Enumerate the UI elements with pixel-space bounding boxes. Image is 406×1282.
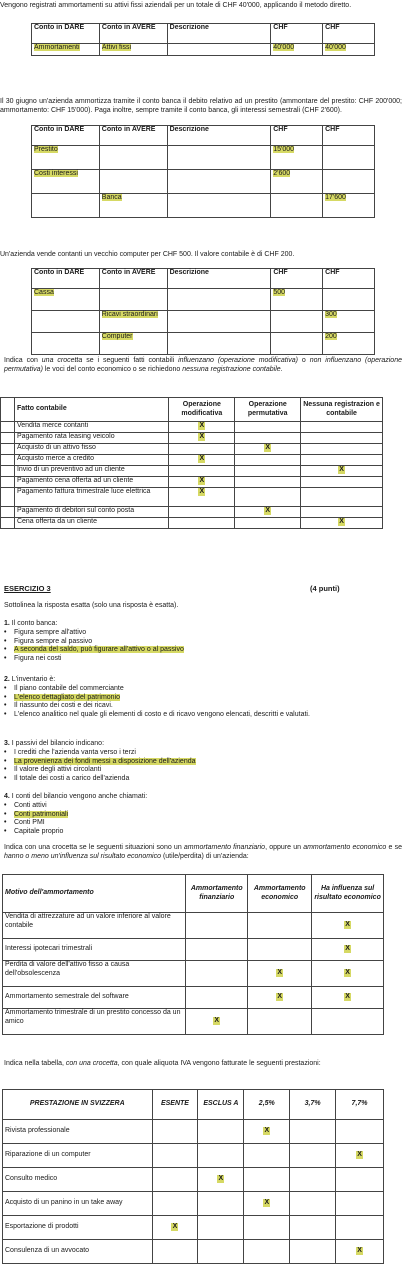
cell bbox=[32, 311, 100, 333]
fact-label: Pagamento rata leasing veicolo bbox=[14, 433, 168, 444]
fact-label: Invio di un preventivo ad un cliente bbox=[14, 466, 168, 477]
intro-4-g: le voci del conto economico o se richiedono bbox=[42, 365, 183, 373]
intro-4-c: se i seguenti fatti contabili bbox=[82, 357, 179, 364]
cell bbox=[152, 1168, 198, 1192]
cell bbox=[169, 488, 235, 507]
q3-option-text: La provenienza dei fondi messi a disposizione dell'azienda bbox=[14, 757, 196, 765]
cell bbox=[1, 466, 15, 477]
cell bbox=[99, 170, 167, 194]
cell bbox=[336, 1216, 384, 1240]
cell bbox=[290, 1168, 336, 1192]
cell bbox=[301, 433, 383, 444]
cell bbox=[301, 455, 383, 466]
cell bbox=[323, 333, 375, 355]
cell bbox=[312, 913, 384, 939]
x-mark: X bbox=[264, 1199, 270, 1207]
cell bbox=[290, 1240, 336, 1264]
vat-table bbox=[2, 1089, 384, 1264]
hdr-prestazione: PRESTAZIONE IN SVIZZERA bbox=[3, 1090, 153, 1120]
cell bbox=[290, 1216, 336, 1240]
fact-label: Acquisto merce a credito bbox=[14, 455, 168, 466]
q3-option[interactable]: • I crediti che l'azienda vanta verso i terzi bbox=[14, 749, 402, 758]
hdr-descr: Descrizione bbox=[167, 24, 271, 44]
t1-avere: Attivi fissi bbox=[101, 44, 132, 51]
cell bbox=[167, 170, 271, 194]
cell bbox=[186, 913, 248, 939]
cell bbox=[1, 488, 15, 507]
x-mark: X bbox=[345, 969, 350, 977]
cell bbox=[99, 289, 167, 311]
cell bbox=[198, 1120, 244, 1144]
cell bbox=[235, 507, 301, 518]
cell bbox=[323, 170, 375, 194]
x-mark: X bbox=[199, 488, 205, 495]
q2-option[interactable] bbox=[14, 694, 402, 703]
cell bbox=[1, 455, 15, 466]
cell bbox=[152, 1120, 198, 1144]
t2-r1-dare: Prestito bbox=[34, 146, 58, 153]
fact-label: Vendita merce contanti bbox=[14, 422, 168, 433]
x-mark: X bbox=[339, 518, 344, 525]
cell bbox=[99, 311, 167, 333]
cell bbox=[323, 194, 375, 218]
hdr-avere: Conto in AVERE bbox=[99, 269, 167, 289]
intro-5-b: ammortamento finanziario bbox=[183, 844, 266, 851]
cell bbox=[152, 1240, 198, 1264]
cell bbox=[235, 433, 301, 444]
intro-5-e: e se bbox=[386, 844, 402, 851]
prestazione-label: Consulto medico bbox=[3, 1168, 153, 1192]
q3-number: 3. bbox=[4, 740, 10, 747]
t2-r3-avere: Banca bbox=[101, 194, 122, 201]
q2-option-text: L'elenco dettagliato del patrimonio bbox=[14, 693, 121, 701]
cell bbox=[336, 1144, 384, 1168]
cell bbox=[169, 422, 235, 433]
cell bbox=[169, 518, 235, 529]
cell bbox=[271, 333, 323, 355]
intro-6-b: con una crocetta bbox=[65, 1060, 118, 1067]
prestazione-label: Acquisto di un panino in un take away bbox=[3, 1192, 153, 1216]
hdr-rate-2-5: 2,5% bbox=[244, 1090, 290, 1120]
x-mark: X bbox=[345, 945, 350, 953]
cell bbox=[32, 170, 100, 194]
cell bbox=[32, 289, 100, 311]
cell bbox=[186, 961, 248, 987]
cell bbox=[301, 466, 383, 477]
motivo-label: Perdita di valore dell'attivo fisso a causa dell'obsolescenza bbox=[3, 961, 186, 987]
fact-label: Cena offerta da un cliente bbox=[14, 518, 168, 529]
t3-r1-dare: Cassa bbox=[34, 289, 54, 296]
cell bbox=[271, 44, 323, 56]
q4-option[interactable]: • Capitale proprio bbox=[14, 828, 402, 837]
q2-number: 2. bbox=[4, 676, 10, 683]
prestazione-label: Riparazione di un computer bbox=[3, 1144, 153, 1168]
intro-5-a: Indica con una crocetta se le seguenti situazioni sono un bbox=[4, 844, 184, 851]
cell bbox=[336, 1120, 384, 1144]
cell bbox=[169, 466, 235, 477]
journal-table-1 bbox=[31, 23, 375, 56]
intro-5-f: hanno o meno un'influenza sul risultato economico bbox=[4, 852, 161, 860]
intro-4-b: una crocetta bbox=[41, 357, 83, 364]
q4-option[interactable] bbox=[14, 811, 402, 820]
t3-r3-avere: Computer bbox=[101, 333, 133, 340]
cell bbox=[235, 422, 301, 433]
prestazione-label: Esportazione di prodotti bbox=[3, 1216, 153, 1240]
cell bbox=[271, 170, 323, 194]
q2-option[interactable]: • Il riassunto dei costi e dei ricavi. bbox=[14, 702, 402, 711]
hdr-chf-2: CHF bbox=[323, 126, 375, 146]
hdr-none: Nessuna registrazion e contabile bbox=[301, 398, 383, 422]
hdr-chf-1: CHF bbox=[271, 269, 323, 289]
x-mark: X bbox=[199, 422, 205, 429]
x-mark: X bbox=[345, 993, 350, 1001]
cell bbox=[186, 939, 248, 961]
cell bbox=[301, 488, 383, 507]
cell bbox=[301, 444, 383, 455]
q4-text: I conti del bilancio vengono anche chiamati: bbox=[11, 793, 148, 800]
q4-option[interactable]: • Conti attivi bbox=[14, 802, 402, 811]
cell bbox=[336, 1192, 384, 1216]
q4-option-text: Conti patrimoniali bbox=[14, 810, 69, 818]
cell bbox=[32, 194, 100, 218]
journal-table-2 bbox=[31, 125, 375, 218]
hdr-chf-2: CHF bbox=[323, 269, 375, 289]
exercise-3-points: (4 punti) bbox=[310, 584, 340, 593]
cell bbox=[248, 961, 312, 987]
cell bbox=[167, 289, 271, 311]
cell bbox=[271, 146, 323, 170]
cell bbox=[169, 507, 235, 518]
q4-number: 4. bbox=[4, 793, 10, 800]
motivo-label: Interessi ipotecari trimestrali bbox=[3, 939, 186, 961]
cell bbox=[301, 422, 383, 433]
question-1 bbox=[4, 620, 402, 664]
x-mark: X bbox=[172, 1223, 178, 1231]
motivo-label: Ammortamento trimestrale di un prestito concesso da un amico bbox=[3, 1009, 186, 1035]
cell bbox=[1, 507, 15, 518]
x-mark: X bbox=[265, 444, 271, 451]
cell bbox=[248, 1009, 312, 1035]
q1-text: Il conto banca: bbox=[11, 620, 58, 627]
motivo-label: Ammortamento semestrale del software bbox=[3, 987, 186, 1009]
cell bbox=[248, 913, 312, 939]
cell bbox=[198, 1168, 244, 1192]
fact-label: Pagamento fattura trimestrale luce elettrica bbox=[14, 488, 168, 507]
intro-4-h: nessuna registrazione contabile bbox=[182, 365, 281, 373]
q1-option[interactable]: • Figura nei costi bbox=[14, 655, 402, 664]
t3-r1-chf1: 500 bbox=[273, 289, 285, 296]
question-3 bbox=[4, 740, 402, 784]
x-mark: X bbox=[277, 969, 283, 977]
x-mark: X bbox=[199, 455, 205, 462]
q3-option[interactable] bbox=[14, 758, 402, 767]
cell bbox=[1, 433, 15, 444]
t2-r2-dare: Costi interessi bbox=[34, 170, 78, 177]
cell bbox=[248, 987, 312, 1009]
cell bbox=[271, 311, 323, 333]
intro-4-i: . bbox=[280, 365, 283, 373]
intro-4-e: o bbox=[298, 357, 310, 364]
x-mark: X bbox=[265, 507, 271, 514]
q1-option[interactable]: • Figura sempre al passivo bbox=[14, 638, 402, 647]
hdr-rate-7-7: 7,7% bbox=[336, 1090, 384, 1120]
fact-label: Pagamento di debitori sul conto posta bbox=[14, 507, 168, 518]
exercise-3-instructions: Sottolinea la risposta esatta (solo una risposta è esatta). bbox=[4, 602, 179, 609]
motivo-label: Vendita di attrezzature ad un valore inferiore al valore contabile bbox=[3, 913, 186, 939]
t2-r3-chf2: 17'600 bbox=[325, 194, 346, 201]
cell bbox=[323, 289, 375, 311]
facts-table bbox=[0, 397, 383, 529]
cell bbox=[169, 455, 235, 466]
cell bbox=[1, 444, 15, 455]
t1-chf2: 40'000 bbox=[325, 44, 346, 51]
t2-r2-chf1: 2'600 bbox=[273, 170, 291, 177]
q3-option[interactable]: • Il totale dei costi a carico dell'azienda bbox=[14, 775, 402, 784]
fact-label: Pagamento cena offerta ad un cliente bbox=[14, 477, 168, 488]
cell bbox=[235, 477, 301, 488]
cell bbox=[198, 1144, 244, 1168]
hdr-chf-1: CHF bbox=[271, 24, 323, 44]
x-mark: X bbox=[357, 1151, 362, 1159]
q1-number: 1. bbox=[4, 620, 10, 627]
hdr-fatto: Fatto contabile bbox=[14, 398, 168, 422]
hdr-descr: Descrizione bbox=[167, 269, 271, 289]
cell bbox=[167, 44, 271, 56]
hdr-esente: ESENTE bbox=[152, 1090, 198, 1120]
prestazione-label: Consulenza di un avvocato bbox=[3, 1240, 153, 1264]
cell bbox=[99, 194, 167, 218]
x-mark: X bbox=[357, 1247, 362, 1255]
cell bbox=[167, 311, 271, 333]
x-mark: X bbox=[264, 1127, 270, 1135]
cell bbox=[336, 1240, 384, 1264]
q2-option[interactable]: • L'elenco analitico nel quale gli elementi di costo e di ricavo vengono elencati, descritti e valutati. bbox=[14, 711, 402, 720]
hdr-avere: Conto in AVERE bbox=[99, 24, 167, 44]
cell bbox=[198, 1240, 244, 1264]
t1-chf1: 40'000 bbox=[273, 44, 295, 51]
cell bbox=[290, 1144, 336, 1168]
journal-table-3 bbox=[31, 268, 375, 355]
q1-option[interactable]: • Figura sempre all'attivo bbox=[14, 629, 402, 638]
cell bbox=[244, 1144, 290, 1168]
cell bbox=[235, 444, 301, 455]
hdr-chf-2: CHF bbox=[323, 24, 375, 44]
hdr-avere: Conto in AVERE bbox=[99, 126, 167, 146]
cell bbox=[323, 44, 375, 56]
cell bbox=[301, 477, 383, 488]
cell bbox=[244, 1240, 290, 1264]
question-2 bbox=[4, 676, 402, 720]
q3-text: I passivi del bilancio indicano: bbox=[11, 740, 105, 747]
hdr-dare: Conto in DARE bbox=[32, 269, 100, 289]
intro-3: Un'azienda vende contanti un vecchio computer per CHF 500. Il valore contabile è di CHF 200. bbox=[0, 251, 295, 258]
cell bbox=[312, 1009, 384, 1035]
hdr-descr: Descrizione bbox=[167, 126, 271, 146]
cell bbox=[186, 1009, 248, 1035]
t3-r3-chf2: 200 bbox=[325, 333, 337, 340]
hdr-perm: Operazione permutativa bbox=[235, 398, 301, 422]
q2-option[interactable]: • Il piano contabile del commerciante bbox=[14, 685, 402, 694]
x-mark: X bbox=[199, 477, 205, 484]
q4-option[interactable]: • Conti PMI bbox=[14, 819, 402, 828]
exercise-3-title: ESERCIZIO 3 bbox=[4, 584, 51, 593]
t3-r2-avere: Ricavi straordinari bbox=[101, 311, 158, 318]
cell bbox=[244, 1168, 290, 1192]
intro-1: Vengono registrati ammortamenti su attivi fissi aziendali per un totale di CHF 40'000, applicando il metodo diretto. bbox=[0, 2, 352, 9]
intro-5-c: , oppure un bbox=[265, 844, 304, 851]
intro-6-c: , con quale aliquota IVA vengono fatturate le seguenti prestazioni: bbox=[117, 1060, 321, 1067]
cell bbox=[312, 987, 384, 1009]
cell bbox=[235, 455, 301, 466]
cell bbox=[32, 146, 100, 170]
intro-4 bbox=[4, 357, 402, 375]
question-4 bbox=[4, 793, 402, 837]
hdr-dare: Conto in DARE bbox=[32, 24, 100, 44]
cell bbox=[167, 194, 271, 218]
cell bbox=[248, 939, 312, 961]
hdr-esclusa: ESCLUS A bbox=[198, 1090, 244, 1120]
cell bbox=[290, 1120, 336, 1144]
hdr-fin: Ammortamento finanziario bbox=[186, 875, 248, 913]
cell bbox=[271, 194, 323, 218]
cell bbox=[198, 1192, 244, 1216]
intro-4-f: non influenzano (operazione permutativa) bbox=[4, 357, 402, 373]
t3-r2-chf2: 300 bbox=[325, 311, 337, 318]
cell bbox=[186, 987, 248, 1009]
intro-4-d: influenzano (operazione modificativa) bbox=[178, 357, 298, 364]
intro-6-a: Indica nella tabella, bbox=[4, 1060, 66, 1067]
cell bbox=[290, 1192, 336, 1216]
intro-5-d: ammortamento economico bbox=[303, 844, 387, 851]
intro-2: Il 30 giugno un'azienda ammortizza tramite il conto banca il debito relativo ad un prestito (ammontare del prestito: CHF 200'000; ammortamento: CHF 15'000). Paga inoltre, sempre tramite il conto banca, gli interessi semestrali (CHF 2'600). bbox=[0, 98, 402, 114]
cell bbox=[99, 333, 167, 355]
cell bbox=[1, 398, 15, 422]
q3-option[interactable]: • Il valore degli attivi circolanti bbox=[14, 766, 402, 775]
x-mark: X bbox=[339, 466, 344, 473]
q2-text: L'inventario è: bbox=[11, 676, 56, 683]
cell bbox=[312, 961, 384, 987]
cell bbox=[235, 518, 301, 529]
cell bbox=[99, 146, 167, 170]
hdr-inf: Ha influenza sul risultato economico bbox=[312, 875, 384, 913]
cell bbox=[312, 939, 384, 961]
hdr-motivo: Motivo dell'ammortamento bbox=[3, 875, 186, 913]
fact-label: Acquisto di un attivo fisso bbox=[14, 444, 168, 455]
x-mark: X bbox=[277, 993, 283, 1001]
cell bbox=[152, 1192, 198, 1216]
intro-5 bbox=[4, 844, 402, 862]
cell bbox=[244, 1120, 290, 1144]
cell bbox=[99, 44, 167, 56]
cell bbox=[244, 1216, 290, 1240]
x-mark: X bbox=[218, 1175, 224, 1183]
cell bbox=[152, 1144, 198, 1168]
t1-dare: Ammortamenti bbox=[34, 44, 80, 51]
cell bbox=[323, 146, 375, 170]
amortization-table bbox=[2, 874, 384, 1035]
q1-option-text: A seconda del saldo, può figurare all'attivo o al passivo bbox=[14, 646, 184, 654]
cell bbox=[1, 477, 15, 488]
hdr-rate-3-7: 3,7% bbox=[290, 1090, 336, 1120]
x-mark: X bbox=[199, 433, 205, 440]
q1-option[interactable] bbox=[14, 646, 402, 655]
hdr-chf-1: CHF bbox=[271, 126, 323, 146]
cell bbox=[167, 333, 271, 355]
intro-4-a: Indica con bbox=[4, 357, 42, 364]
cell bbox=[169, 477, 235, 488]
cell bbox=[32, 44, 100, 56]
prestazione-label: Rivista professionale bbox=[3, 1120, 153, 1144]
cell bbox=[169, 444, 235, 455]
cell bbox=[244, 1192, 290, 1216]
cell bbox=[167, 146, 271, 170]
cell bbox=[235, 488, 301, 507]
cell bbox=[323, 311, 375, 333]
cell bbox=[235, 466, 301, 477]
cell bbox=[271, 289, 323, 311]
hdr-eco: Ammortamento economico bbox=[248, 875, 312, 913]
intro-6 bbox=[4, 1060, 402, 1069]
cell bbox=[1, 518, 15, 529]
cell bbox=[301, 507, 383, 518]
intro-5-g: (utile/perdita) di un'azienda: bbox=[161, 852, 249, 860]
cell bbox=[32, 333, 100, 355]
cell bbox=[1, 422, 15, 433]
cell bbox=[152, 1216, 198, 1240]
cell bbox=[336, 1168, 384, 1192]
cell bbox=[198, 1216, 244, 1240]
t2-r1-chf1: 15'000 bbox=[273, 146, 295, 153]
hdr-dare: Conto in DARE bbox=[32, 126, 100, 146]
x-mark: X bbox=[345, 921, 350, 929]
hdr-mod: Operazione modificativa bbox=[169, 398, 235, 422]
cell bbox=[169, 433, 235, 444]
x-mark: X bbox=[214, 1017, 220, 1025]
cell bbox=[301, 518, 383, 529]
